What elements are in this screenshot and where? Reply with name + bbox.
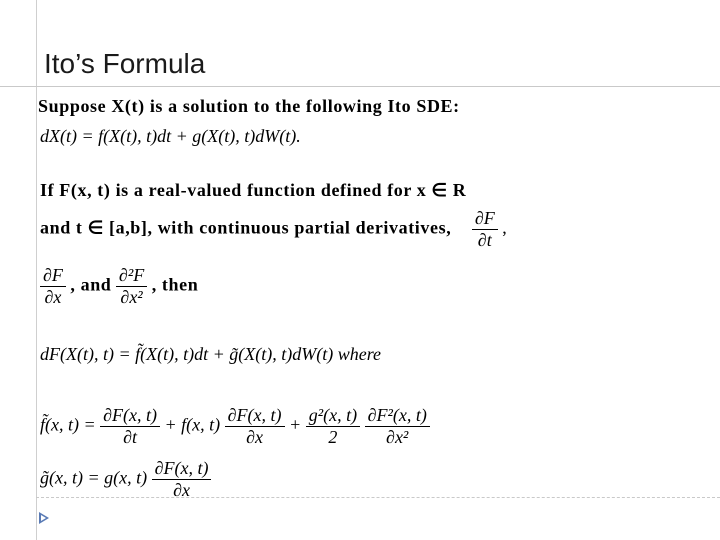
fraction-dFxt-dt-den: ∂t (123, 426, 138, 447)
g-tilde-lhs: g̃(x, t) = g(x, t) (40, 467, 148, 488)
fraction-dF-dx-num: ∂F (40, 265, 66, 287)
trailing-comma: , (502, 217, 507, 238)
left-rule (36, 0, 37, 540)
and-word: , and (70, 274, 112, 295)
fraction-d2F-dx2-num: ∂²F (116, 265, 147, 287)
fraction-dF-dx-den: ∂x (44, 286, 62, 307)
fraction-dF2xt-dx2 (365, 405, 430, 447)
slide-title: Ito’s Formula (44, 48, 206, 79)
plus-2: + (289, 414, 302, 435)
line-and-t-text: and t ∈ [a,b], with continuous partial derivatives, (40, 217, 452, 238)
plus-1: + (164, 414, 177, 435)
fraction-dF-dt-num: ∂F (472, 208, 498, 230)
then-word: , then (151, 274, 199, 295)
triangle-bullet-icon (38, 511, 50, 530)
line-ito-result: dF(X(t), t) = f̃(X(t), t)dt + g̃(X(t), t)dW(t) where (40, 344, 382, 364)
line-f-tilde (40, 405, 430, 447)
title-divider (0, 86, 720, 87)
line-suppose: Suppose X(t) is a solution to the following Ito SDE: (38, 96, 460, 116)
f-tilde-lhs: f̃(x, t) = (40, 414, 96, 435)
fraction-g2-over-2 (306, 405, 360, 447)
fraction-dFxt-dx-2 (152, 458, 212, 500)
fraction-dF-dx (40, 265, 66, 307)
line-derivs (40, 265, 198, 307)
fraction-g2-num: g²(x, t) (306, 405, 360, 427)
fraction-dFxt-dx-2-num: ∂F(x, t) (152, 458, 212, 480)
fraction-dF-dt-den: ∂t (477, 229, 492, 250)
fraction-dFxt-dx (225, 405, 285, 447)
line-and-t (40, 208, 507, 250)
fraction-dF2xt-dx2-num: ∂F²(x, t) (365, 405, 430, 427)
line-sde: dX(t) = f(X(t), t)dt + g(X(t), t)dW(t). (40, 126, 301, 146)
f-term: f(x, t) (181, 414, 221, 435)
line-if: If F(x, t) is a real-valued function defined for x ∈ R (40, 180, 467, 200)
line-g-tilde (40, 458, 211, 500)
fraction-dFxt-dx-den: ∂x (246, 426, 264, 447)
fraction-dFxt-dx-2-den: ∂x (173, 479, 190, 500)
fraction-dFxt-dt (100, 405, 160, 447)
fraction-dFxt-dt-num: ∂F(x, t) (100, 405, 160, 427)
fraction-d2F-dx2 (116, 265, 147, 307)
fraction-dF2xt-dx2-den: ∂x² (386, 426, 409, 447)
fraction-dF-dt (472, 208, 498, 250)
fraction-d2F-dx2-den: ∂x² (120, 286, 143, 307)
fraction-g2-den: 2 (328, 426, 338, 447)
fraction-dFxt-dx-num: ∂F(x, t) (225, 405, 285, 427)
